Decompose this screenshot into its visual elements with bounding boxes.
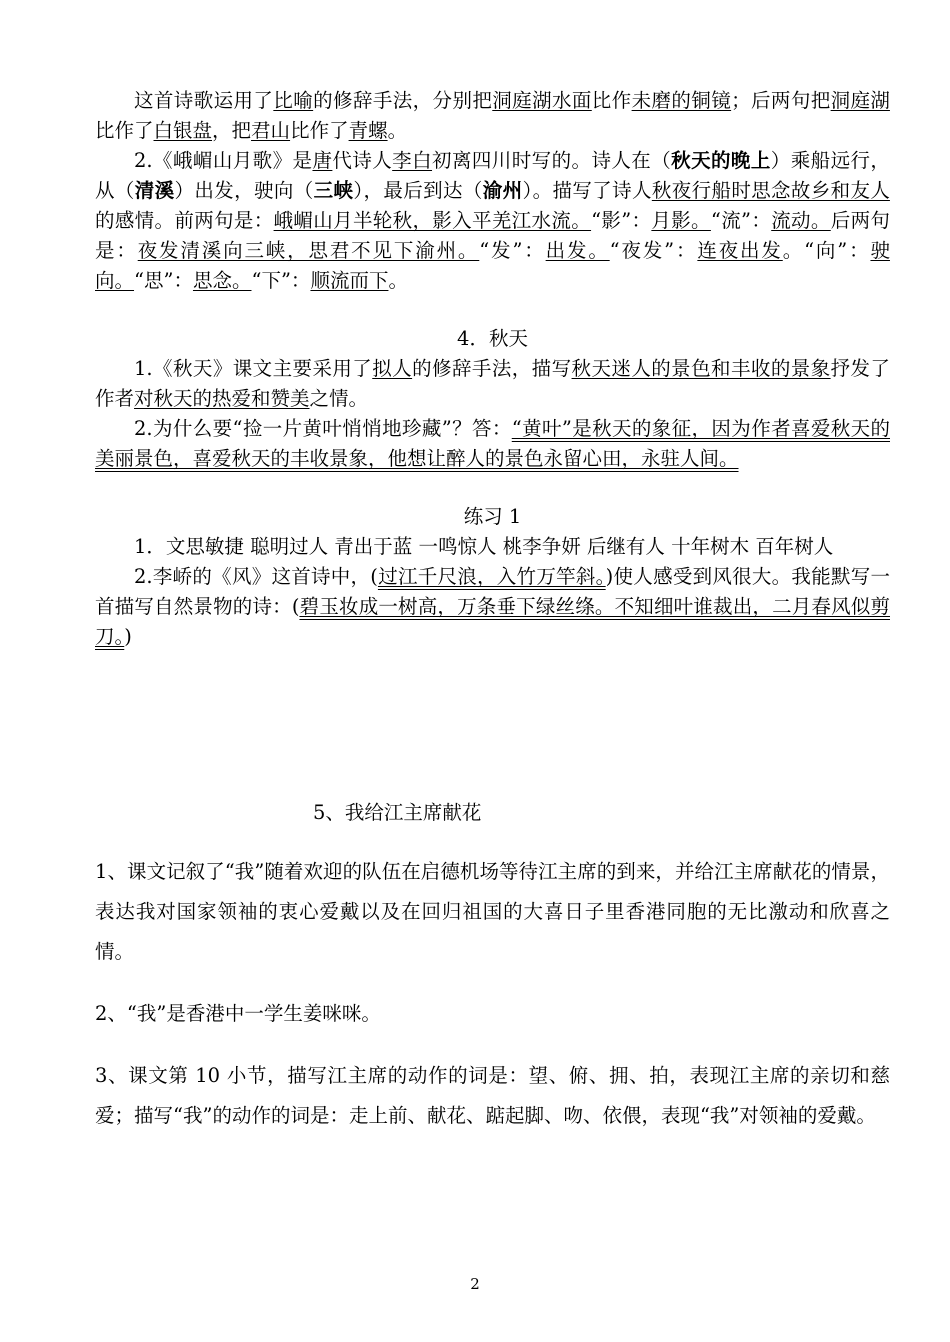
autumn-paragraph-2: 2.为什么要“捡一片黄叶悄悄地珍藏”？答：“黄叶”是秋天的象征，因为作者喜爱秋天的美丽景色，喜爱秋天的丰收景象，他想让醉人的景色永留心田，永驻人间。 — [95, 417, 890, 470]
page-number: 2 — [470, 1275, 480, 1293]
poem-analysis-paragraph: 这首诗歌运用了比喻的修辞手法，分别把洞庭湖水面比作未磨的铜镜；后两句把洞庭湖比作了白银盘，把君山比作了青螺。 — [95, 89, 890, 142]
flowers-paragraph-2: 2、“我”是香港中一学生姜咪咪。 — [95, 1002, 381, 1025]
section-title-flowers: 5、我给江主席献花 — [313, 801, 482, 824]
emei-moon-song-paragraph: 2.《峨嵋山月歌》是唐代诗人李白初离四川时写的。诗人在（秋天的晚上）乘船远行，从（清溪）出发，驶向（三峡），最后到达（渝州）。描写了诗人秋夜行船时思念故乡和友人的感情。前两句是：峨嵋山月半轮秋，影入平羌江水流。“影”：月影。“流”：流动。后两句是：夜发清溪向三峡，思君不见下渝州。“发”：出发。“夜发”：连夜出发。“向”：驶向。“思”：思念。“下”：顺流而下。 — [95, 149, 890, 292]
page-content — [95, 86, 890, 652]
exercise-paragraph-1: 1．文思敏捷 聪明过人 青出于蓝 一鸣惊人 桃李争妍 后继有人 十年树木 百年树人 — [134, 535, 834, 558]
section-title-exercise-1: 练习 1 — [463, 505, 522, 528]
autumn-paragraph-1: 1.《秋天》课文主要采用了拟人的修辞手法，描写秋天迷人的景色和丰收的景象抒发了作者对秋天的热爱和赞美之情。 — [95, 357, 890, 410]
exercise-paragraph-2: 2.李峤的《风》这首诗中，(过江千尺浪，入竹万竿斜。)使人感受到风很大。我能默写一首描写自然景物的诗：(碧玉妆成一树高，万条垂下绿丝绦。不知细叶谁裁出，二月春风似剪刀。) — [95, 565, 890, 648]
flowers-paragraph-3: 3、课文第 10 小节，描写江主席的动作的词是：望、俯、拥、拍，表现江主席的亲切和慈爱；描写“我”的动作的词是：走上前、献花、踮起脚、吻、依偎，表现“我”对领袖的爱戴。 — [95, 1064, 890, 1127]
flowers-paragraph-1: 1、课文记叙了“我”随着欢迎的队伍在启德机场等待江主席的到来，并给江主席献花的情景，表达我对国家领袖的衷心爱戴以及在回归祖国的大喜日子里香港同胞的无比激动和欣喜之情。 — [95, 860, 890, 963]
section-5 — [95, 798, 890, 1136]
section-title-autumn: 4．秋天 — [457, 327, 528, 350]
